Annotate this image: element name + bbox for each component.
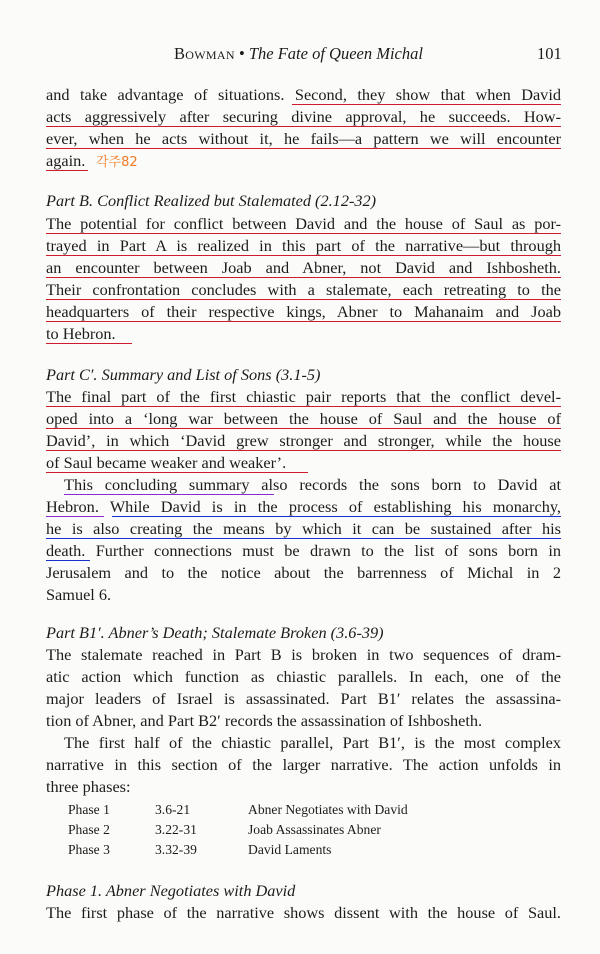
- blue-underline: [112, 516, 561, 517]
- text-line: narrative in this section of the larger narrative. The action unfolds in: [46, 755, 561, 774]
- text-line: Hebron. While David is in the process of establishing his monarchy,: [46, 497, 561, 516]
- text-line: and take advantage of situations. Second, they show that when David: [46, 85, 561, 104]
- violet-underline: [46, 516, 104, 517]
- text-line: Jerusalem and to the notice about the barrenness of Michal in 2: [46, 563, 561, 582]
- text-line: acts aggressively after securing divine approval, he succeeds. How-: [46, 107, 561, 126]
- running-title: [174, 44, 423, 64]
- text-line: The first phase of the narrative shows dissent with the house of Saul.: [46, 903, 561, 922]
- red-underline: [46, 428, 561, 429]
- blue-underline: [46, 560, 90, 561]
- header-title: The Fate of Queen Michal: [248, 44, 423, 63]
- text-line: to Hebron.: [46, 324, 116, 343]
- red-underline: [46, 321, 561, 322]
- text-line: an encounter between Joab and Abner, not David and Ishbosheth.: [46, 258, 561, 277]
- phase-reference: 3.22-31: [155, 822, 197, 837]
- running-header: [0, 44, 600, 68]
- text-line: Samuel 6.: [46, 585, 112, 604]
- text-line: of Saul became weaker and weaker’.: [46, 453, 287, 472]
- text-line: he is also creating the means by which it can be sustained after his: [46, 519, 561, 538]
- text-line: again.: [46, 151, 86, 170]
- phase-reference: 3.32-39: [155, 842, 197, 857]
- text-line: The potential for conflict between David and the house of Saul as por-: [46, 214, 561, 233]
- text-line: headquarters of their respective kings, Abner to Mahanaim and Joab: [46, 302, 561, 321]
- text-line: oped into a ‘long war between the house of Saul and the house of: [46, 409, 561, 428]
- header-author: Bowman: [174, 44, 235, 63]
- red-underline: [46, 126, 561, 127]
- text-line: The stalemate reached in Part B is broken in two sequences of dram-: [46, 645, 561, 664]
- text-line: ever, when he acts without it, he fails—a pattern we will encounter: [46, 129, 561, 148]
- red-underline: [46, 450, 561, 451]
- text-line: trayed in Part A is realized in this part of the narrative—but through: [46, 236, 561, 255]
- header-separator: •: [238, 44, 245, 63]
- red-underline: [46, 170, 88, 171]
- blue-underline: [46, 538, 561, 539]
- phase-description: Joab Assassinates Abner: [248, 822, 381, 837]
- phase-label: Phase 1: [68, 802, 110, 817]
- red-underline: [46, 277, 561, 278]
- red-underline: [292, 104, 561, 105]
- text-line: atic action which function as chiastic parallels. In each, one of the: [46, 667, 561, 686]
- text-line: death. Further connections must be drawn to the list of sons born in: [46, 541, 561, 560]
- text-line: Their confrontation concludes with a stalemate, each retreating to the: [46, 280, 561, 299]
- section-heading-part-c: Part C′. Summary and List of Sons (3.1-5): [46, 365, 321, 384]
- red-underline: [46, 472, 308, 473]
- text-line: The final part of the first chiastic pair reports that the conflict devel-: [46, 387, 561, 406]
- text-line: three phases:: [46, 777, 131, 796]
- text-line: major leaders of Israel is assassinated. Part B1′ relates the assassina-: [46, 689, 561, 708]
- text-line: This concluding summary also records the sons born to David at: [64, 475, 561, 494]
- red-underline: [46, 148, 561, 149]
- section-heading-phase-1: Phase 1. Abner Negotiates with David: [46, 881, 296, 900]
- text-line: tion of Abner, and Part B2′ records the assassination of Ishbosheth.: [46, 711, 483, 730]
- red-underline: [46, 233, 561, 234]
- red-underline: [46, 299, 561, 300]
- phase-label: Phase 3: [68, 842, 110, 857]
- violet-underline: [64, 494, 274, 495]
- phase-reference: 3.6-21: [155, 802, 191, 817]
- phase-description: David Laments: [248, 842, 332, 857]
- red-underline: [46, 343, 132, 344]
- text-line: The first half of the chiastic parallel, Part B1′, is the most complex: [64, 733, 561, 752]
- red-underline: [46, 255, 561, 256]
- phase-description: Abner Negotiates with David: [248, 802, 408, 817]
- section-heading-part-b: Part B. Conflict Realized but Stalemated (2.12-32): [46, 191, 377, 210]
- text-line: David’, in which ‘David grew stronger and stronger, while the house: [46, 431, 561, 450]
- red-underline: [46, 406, 561, 407]
- page-number: 101: [537, 44, 562, 63]
- section-heading-part-b1: Part B1′. Abner’s Death; Stalemate Broken (3.6-39): [46, 623, 384, 642]
- phase-label: Phase 2: [68, 822, 110, 837]
- handwritten-note: 각주82: [96, 155, 138, 170]
